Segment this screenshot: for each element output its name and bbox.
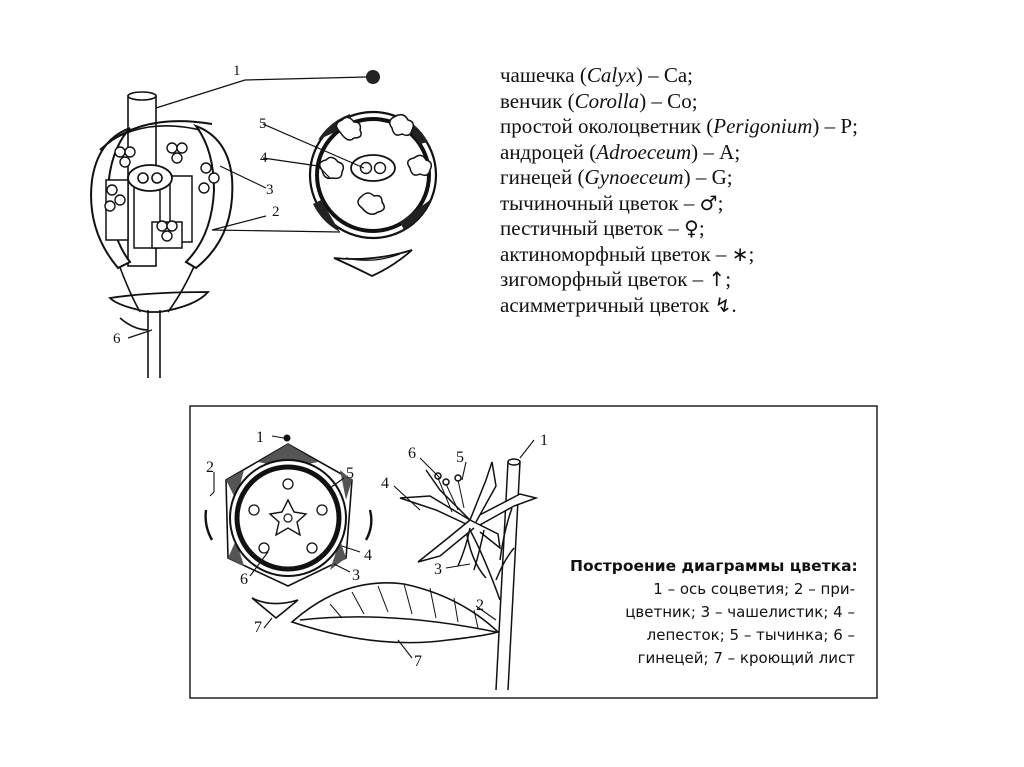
legend-abbreviation: ; xyxy=(698,216,705,240)
caption-line: 1 – ось соцветия; 2 – при- xyxy=(653,580,855,598)
legend-row xyxy=(500,293,858,319)
caption-line: цветник; 3 – чашелистик; 4 – xyxy=(625,603,855,621)
legend-term: гинецей ( xyxy=(500,165,585,189)
callout-4: 4 xyxy=(381,475,389,492)
callout-3: 3 xyxy=(266,182,274,198)
legend-symbol: ♂ xyxy=(699,190,718,215)
legend-term: актиноморфный цветок – xyxy=(500,241,732,266)
legend-latin-term: Calyx xyxy=(586,63,636,87)
caption-line: лепесток; 5 – тычинка; 6 – xyxy=(646,626,855,644)
legend-term: венчик ( xyxy=(500,88,575,113)
legend-row xyxy=(500,165,858,191)
callout-1: 1 xyxy=(256,429,264,446)
caption-title: Построение диаграммы цветка: xyxy=(570,557,858,575)
legend-term: тычиночный цветок – xyxy=(500,190,700,215)
callout-1: 1 xyxy=(233,63,241,79)
legend-latin-term: Perigonium xyxy=(713,114,813,138)
diagram-caption xyxy=(570,555,858,670)
callout-3: 3 xyxy=(434,561,442,578)
legend-latin-term: Adroeceum xyxy=(596,139,692,164)
legend-term: простой околоцветник ( xyxy=(500,114,714,138)
legend-latin-term: Corolla xyxy=(574,88,640,113)
legend-abbreviation: ) – Co; xyxy=(639,88,698,113)
legend-row xyxy=(500,89,858,115)
legend-row xyxy=(500,267,858,293)
legend-row xyxy=(500,63,858,89)
legend-row xyxy=(500,114,858,140)
callout-4: 4 xyxy=(364,547,372,564)
callout-2: 2 xyxy=(206,459,214,476)
legend-latin-term: Gynoeceum xyxy=(584,165,684,189)
legend-term: асимметричный цветок xyxy=(500,292,715,317)
callout-2: 2 xyxy=(272,204,280,220)
callout-7: 7 xyxy=(414,653,422,670)
legend-symbol: ♀ xyxy=(684,216,699,240)
callout-6: 6 xyxy=(240,571,248,588)
legend-term: чашечка ( xyxy=(500,63,587,87)
callout-4: 4 xyxy=(260,150,268,166)
legend-abbreviation: ; xyxy=(748,241,755,266)
callout-2: 2 xyxy=(476,597,484,614)
legend-abbreviation: ) – P; xyxy=(812,114,858,138)
legend-term: зигоморфный цветок – xyxy=(500,267,709,291)
legend-term: андроцей ( xyxy=(500,139,597,164)
legend-abbreviation: ; xyxy=(725,267,732,291)
callout-1: 1 xyxy=(540,432,548,449)
callout-lines-top xyxy=(128,77,366,338)
caption-line: гинецей; 7 – кроющий лист xyxy=(637,649,855,667)
legend-term: пестичный цветок – xyxy=(500,216,685,240)
callout-7: 7 xyxy=(254,619,262,636)
legend-abbreviation: ) – A; xyxy=(691,139,741,164)
legend-abbreviation: . xyxy=(731,292,737,317)
axis-dot xyxy=(366,70,380,84)
callout-5: 5 xyxy=(456,449,464,466)
caption-body xyxy=(570,578,855,670)
legend-abbreviation: ) – Ca; xyxy=(635,63,694,87)
callout-6: 6 xyxy=(113,331,121,347)
legend-row xyxy=(500,242,858,268)
legend-abbreviation: ; xyxy=(717,190,724,215)
legend-symbol: ↯ xyxy=(714,292,732,317)
legend-symbol: ↑ xyxy=(708,267,726,291)
callout-5: 5 xyxy=(346,465,354,482)
legend-symbol: ∗ xyxy=(731,241,749,266)
floral-diagram-top xyxy=(310,70,436,276)
callout-3: 3 xyxy=(352,567,360,584)
callout-5: 5 xyxy=(259,116,267,132)
legend-row xyxy=(500,140,858,166)
legend-row xyxy=(500,216,858,242)
floral-formula-legend xyxy=(500,63,858,318)
legend-abbreviation: ) – G; xyxy=(683,165,733,189)
legend-row xyxy=(500,191,858,217)
callout-6: 6 xyxy=(408,445,416,462)
